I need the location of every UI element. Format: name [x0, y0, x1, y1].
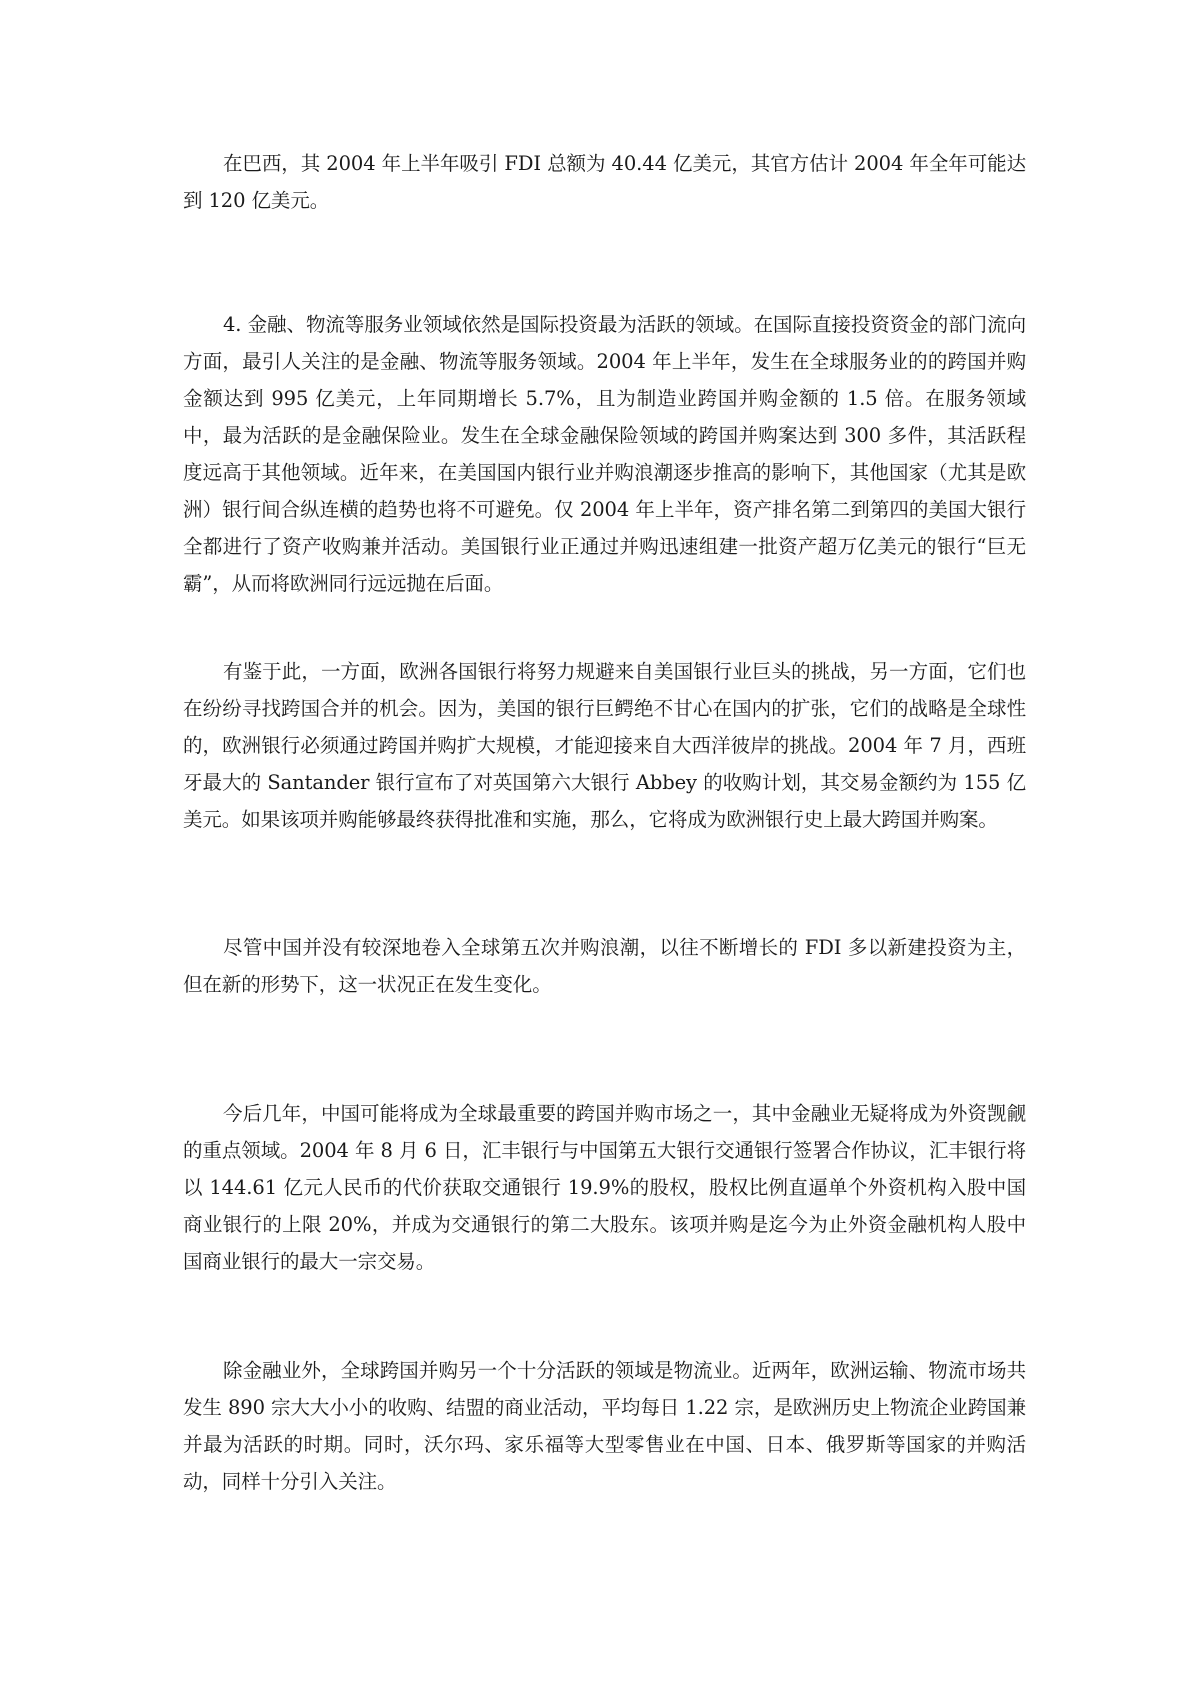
paragraph-european-banks: 有鉴于此，一方面，欧洲各国银行将努力规避来自美国银行业巨头的挑战，另一方面，它们也在纷纷寻找跨国合并的机会。因为，美国的银行巨鳄绝不甘心在国内的扩张，它们的战略是全球性的，欧洲银行必须通过跨国并购扩大规模，才能迎接来自大西洋彼岸的挑战。2004 年 7 月，西班牙最大的 Santander 银行宣布了对英国第六大银行 Abbey 的收购计划，其交易金额约为 155 亿美元。如果该项并购能够最终获得批准和实施，那么，它将成为欧洲银行史上最大跨国并购案。 — [183, 660, 1026, 831]
paragraph-logistics: 除金融业外，全球跨国并购另一个十分活跃的领域是物流业。近两年，欧洲运输、物流市场共发生 890 宗大大小小的收购、结盟的商业活动，平均每日 1.22 宗，是欧洲历史上物流企业跨国兼并最为活跃的时期。同时，沃尔玛、家乐福等大型零售业在中国、日本、俄罗斯等国家的并购活动，同样十分引入关注。 — [183, 1359, 1026, 1493]
paragraph-services-investment: 4. 金融、物流等服务业领域依然是国际投资最为活跃的领域。在国际直接投资资金的部门流向方面，最引人关注的是金融、物流等服务领域。2004 年上半年，发生在全球服务业的的跨国并购金额达到 995 亿美元，上年同期增长 5.7%，且为制造业跨国并购金额的 1.5 倍。在服务领域中，最为活跃的是金融保险业。发生在全球金融保险领域的跨国并购案达到 300 多件，其活跃程度远高于其他领域。近年来，在美国国内银行业并购浪潮逐步推高的影响下，其他国家（尤其是欧洲）银行间合纵连横的趋势也将不可避免。仅 2004 年上半年，资产排名第二到第四的美国大银行全都进行了资产收购兼并活动。美国银行业正通过并购迅速组建一批资产超万亿美元的银行“巨无霸”，从而将欧洲同行远远抛在后面。 — [183, 313, 1026, 595]
paragraph-china-mergers: 尽管中国并没有较深地卷入全球第五次并购浪潮，以往不断增长的 FDI 多以新建投资为主，但在新的形势下，这一状况正在发生变化。 — [183, 936, 1026, 996]
paragraph-china-finance: 今后几年，中国可能将成为全球最重要的跨国并购市场之一，其中金融业无疑将成为外资觊觎的重点领域。2004 年 8 月 6 日，汇丰银行与中国第五大银行交通银行签署合作协议，汇丰银行将以 144.61 亿元人民币的代价获取交通银行 19.9%的股权，股权比例直逼单个外资机构入股中国商业银行的上限 20%，并成为交通银行的第二大股东。该项并购是迄今为止外资金融机构人股中国商业银行的最大一宗交易。 — [183, 1102, 1026, 1273]
paragraph-brazil-fdi: 在巴西，其 2004 年上半年吸引 FDI 总额为 40.44 亿美元，其官方估计 2004 年全年可能达到 120 亿美元。 — [183, 152, 1026, 212]
